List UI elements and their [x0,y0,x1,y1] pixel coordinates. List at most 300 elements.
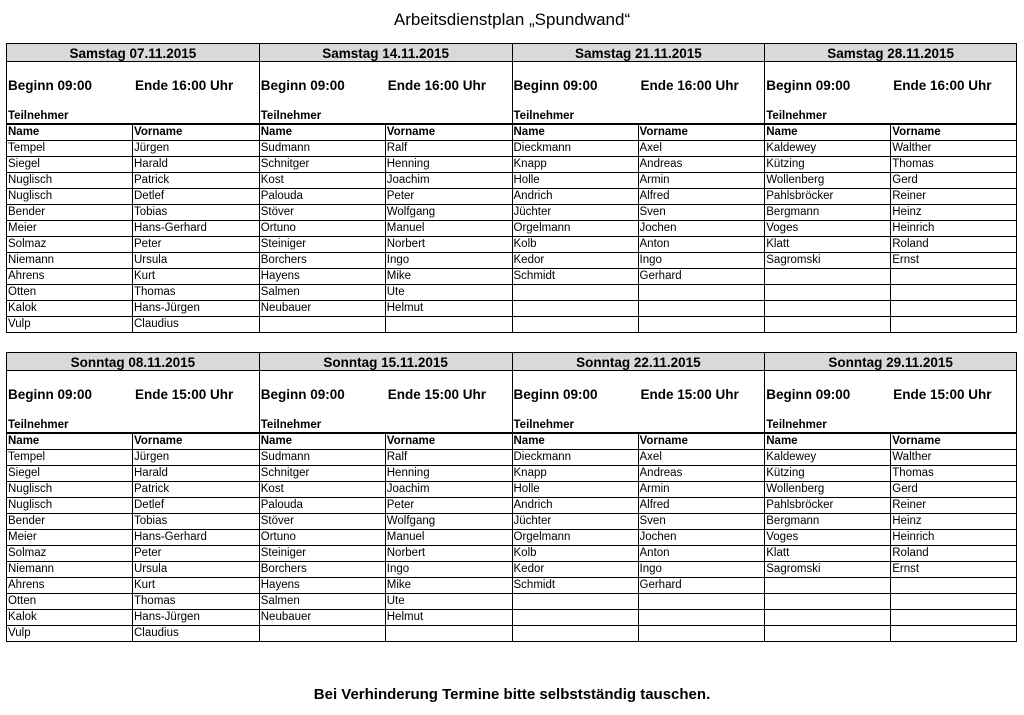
cell-firstname [639,301,765,316]
begin-time: Beginn 09:00 [260,78,345,93]
table-row [513,562,765,578]
cell-firstname: Hans-Gerhard [134,531,207,543]
cell-name [260,626,386,641]
table-row [765,578,1016,594]
cell-firstname: Claudius [134,318,179,330]
sunday-schedule [6,352,1017,642]
cell-firstname: Anton [639,238,670,250]
cell-name: Hayens [260,578,386,593]
table-row [260,189,512,205]
cell-name: Schnitger [260,157,386,172]
day-column [512,43,765,333]
table-row [765,594,1016,610]
header-name: Name [260,125,386,140]
cell-name: Salmen [260,285,386,300]
cell-name: Niemann [7,253,133,268]
table-header [513,434,765,450]
cell-name: Pahlsbröcker [765,498,891,513]
table-row [765,189,1016,205]
header-firstname: Vorname [134,126,183,138]
cell-name: Meier [7,530,133,545]
table-row [765,221,1016,237]
table-row [513,141,765,157]
table-row [513,285,765,301]
table-row [513,498,765,514]
cell-name: Meier [7,221,133,236]
table-header [513,125,765,141]
cell-name: Nuglisch [7,498,133,513]
cell-name: Neubauer [260,610,386,625]
cell-name: Siegel [7,157,133,172]
table-row [7,482,259,498]
time-row [765,62,1016,109]
cell-firstname: Ursula [134,254,168,266]
table-row [765,562,1016,578]
cell-name: Sagromski [765,253,891,268]
participants-label: Teilnehmer [513,109,765,125]
cell-firstname: Roland [892,547,929,559]
table-row [7,269,259,285]
cell-name: Kolb [513,237,639,252]
cell-name: Orgelmann [513,530,639,545]
table-row [260,173,512,189]
cell-name: Nuglisch [7,189,133,204]
header-name: Name [7,434,133,449]
cell-firstname: Ernst [892,563,920,575]
header-firstname: Vorname [134,435,183,447]
end-time: Ende 16:00 Uhr [893,78,992,93]
cell-firstname: Gerhard [639,579,682,591]
cell-name: Kalok [7,610,133,625]
cell-name: Knapp [513,157,639,172]
cell-name: Sagromski [765,562,891,577]
table-row [7,466,259,482]
table-row [765,546,1016,562]
cell-name [513,301,639,316]
participants-label: Teilnehmer [7,418,259,434]
table-header [7,434,259,450]
cell-name: Steiniger [260,546,386,561]
table-row [765,141,1016,157]
table-row [765,626,1016,642]
saturday-schedule [6,43,1017,333]
table-row [7,450,259,466]
time-row [513,62,765,109]
table-row [260,626,512,642]
begin-time: Beginn 09:00 [766,387,851,402]
table-row [7,594,259,610]
cell-firstname: Gerd [892,174,918,186]
cell-firstname: Patrick [134,174,170,186]
cell-firstname [386,626,512,641]
table-row [513,594,765,610]
cell-firstname: Kurt [134,579,156,591]
cell-name: Bergmann [765,205,891,220]
day-date: Sonntag 29.11.2015 [765,352,1016,371]
cell-name: Kedor [513,562,639,577]
cell-name: Kedor [513,253,639,268]
table-row [7,301,259,317]
cell-firstname: Roland [892,238,929,250]
table-row [7,205,259,221]
cell-firstname: Armin [639,174,670,186]
table-row [7,157,259,173]
cell-name: Kolb [513,546,639,561]
cell-name: Vulp [7,626,133,641]
cell-firstname: Manuel [386,222,425,234]
header-name: Name [513,125,639,140]
cell-name: Bender [7,205,133,220]
end-time: Ende 15:00 Uhr [135,387,234,402]
cell-firstname: Reiner [892,190,927,202]
cell-firstname [639,285,765,300]
cell-name: Ortuno [260,530,386,545]
cell-name [513,610,639,625]
cell-firstname: Helmut [386,302,424,314]
cell-firstname: Ingo [639,254,662,266]
time-row [513,371,765,418]
cell-firstname: Ursula [134,563,168,575]
cell-name [765,285,891,300]
cell-firstname: Andreas [639,158,683,170]
table-row [260,157,512,173]
cell-name: Steiniger [260,237,386,252]
cell-firstname [639,626,765,641]
cell-name: Dieckmann [513,141,639,156]
table-header [765,434,1016,450]
table-row [513,205,765,221]
table-row [260,514,512,530]
table-row [260,205,512,221]
table-row [513,173,765,189]
cell-firstname: Wolfgang [386,515,436,527]
cell-firstname: Andreas [639,467,683,479]
cell-firstname: Reiner [892,499,927,511]
table-row [7,253,259,269]
cell-firstname: Axel [639,451,662,463]
cell-firstname [891,269,1016,284]
table-row [7,498,259,514]
table-row [765,269,1016,285]
cell-name [765,301,891,316]
table-row [513,221,765,237]
day-date: Samstag 14.11.2015 [260,43,512,62]
time-row [765,371,1016,418]
cell-firstname: Peter [386,190,415,202]
table-row [765,317,1016,333]
cell-firstname: Harald [134,158,168,170]
header-name: Name [7,125,133,140]
day-date: Samstag 07.11.2015 [7,43,259,62]
cell-firstname: Ute [386,286,405,298]
table-row [7,546,259,562]
cell-firstname: Tobias [134,206,168,218]
day-column [764,43,1017,333]
cell-firstname: Patrick [134,483,170,495]
cell-firstname [891,301,1016,316]
begin-time: Beginn 09:00 [8,387,93,402]
cell-name: Wollenberg [765,173,891,188]
table-row [260,562,512,578]
cell-name: Stöver [260,205,386,220]
cell-firstname: Ingo [386,254,410,266]
cell-name: Kaldewey [765,450,891,465]
cell-name: Holle [513,482,639,497]
cell-firstname [639,317,765,332]
cell-firstname: Gerhard [639,270,682,282]
cell-name: Neubauer [260,301,386,316]
header-name: Name [765,434,891,449]
participants-label: Teilnehmer [765,109,1016,125]
table-row [765,237,1016,253]
cell-name: Kaldewey [765,141,891,156]
cell-name: Ahrens [7,269,133,284]
table-row [7,221,259,237]
table-row [513,269,765,285]
header-firstname: Vorname [892,435,941,447]
cell-firstname: Alfred [639,499,670,511]
cell-firstname: Hans-Gerhard [134,222,207,234]
page-title: Arbeitsdienstplan „Spundwand“ [393,10,631,29]
day-date: Sonntag 22.11.2015 [513,352,765,371]
table-row [765,466,1016,482]
cell-name [513,626,639,641]
cell-firstname [891,578,1016,593]
cell-name: Ahrens [7,578,133,593]
table-row [513,237,765,253]
participants-label: Teilnehmer [513,418,765,434]
table-row [7,578,259,594]
cell-firstname: Gerd [892,483,918,495]
day-date: Samstag 28.11.2015 [765,43,1016,62]
cell-name: Tempel [7,141,133,156]
cell-firstname: Armin [639,483,670,495]
cell-name: Solmaz [7,237,133,252]
time-row [260,62,512,109]
header-name: Name [765,125,891,140]
cell-name: Borchers [260,562,386,577]
participants-label: Teilnehmer [7,109,259,125]
cell-name: Kützing [765,466,891,481]
cell-firstname: Claudius [134,627,179,639]
cell-firstname: Alfred [639,190,670,202]
cell-name: Tempel [7,450,133,465]
table-row [765,253,1016,269]
cell-firstname: Jürgen [134,451,170,463]
table-row [765,498,1016,514]
table-row [765,482,1016,498]
table-row [513,253,765,269]
table-row [513,546,765,562]
cell-name: Borchers [260,253,386,268]
cell-name: Kalok [7,301,133,316]
table-row [513,482,765,498]
begin-time: Beginn 09:00 [8,78,93,93]
table-row [765,514,1016,530]
table-row [260,610,512,626]
cell-firstname: Mike [386,579,412,591]
sunday-columns [6,352,1017,642]
cell-firstname: Jochen [639,531,677,543]
table-row [260,450,512,466]
end-time: Ende 16:00 Uhr [387,78,487,93]
header-firstname: Vorname [892,126,941,138]
cell-firstname: Thomas [892,467,934,479]
cell-name: Sudmann [260,141,386,156]
cell-name: Otten [7,594,133,609]
cell-firstname: Peter [134,547,162,559]
cell-name [513,317,639,332]
table-row [260,237,512,253]
table-row [260,285,512,301]
day-date: Sonntag 08.11.2015 [7,352,259,371]
cell-name: Voges [765,530,891,545]
table-header [260,125,512,141]
table-row [513,317,765,333]
day-column [6,43,259,333]
cell-name: Solmaz [7,546,133,561]
cell-firstname: Sven [639,515,666,527]
table-row [7,141,259,157]
table-row [513,466,765,482]
cell-name: Schnitger [260,466,386,481]
cell-firstname: Wolfgang [386,206,436,218]
cell-firstname [891,594,1016,609]
cell-firstname: Ralf [386,142,408,154]
cell-name: Bender [7,514,133,529]
cell-name: Voges [765,221,891,236]
table-row [513,450,765,466]
cell-firstname: Heinrich [892,222,935,234]
cell-name: Palouda [260,498,386,513]
cell-firstname: Henning [386,467,430,479]
cell-firstname: Sven [639,206,666,218]
cell-name: Palouda [260,189,386,204]
table-row [7,285,259,301]
cell-name [513,285,639,300]
table-row [260,141,512,157]
table-row [260,221,512,237]
table-header [7,125,259,141]
cell-name: Kützing [765,157,891,172]
table-row [260,498,512,514]
table-row [765,157,1016,173]
cell-firstname: Mike [386,270,412,282]
cell-firstname: Heinz [892,206,922,218]
day-column [6,352,259,642]
cell-name: Niemann [7,562,133,577]
cell-name: Knapp [513,466,639,481]
end-time: Ende 16:00 Uhr [135,78,234,93]
cell-firstname: Helmut [386,611,424,623]
cell-firstname: Jürgen [134,142,170,154]
day-date: Sonntag 15.11.2015 [260,352,512,371]
begin-time: Beginn 09:00 [260,387,345,402]
cell-name: Kost [260,482,386,497]
table-row [513,157,765,173]
cell-firstname: Jochen [639,222,677,234]
table-row [260,546,512,562]
table-row [765,530,1016,546]
table-row [260,482,512,498]
participants-label: Teilnehmer [765,418,1016,434]
header-firstname: Vorname [386,126,436,138]
table-row [7,189,259,205]
cell-firstname [891,285,1016,300]
header-firstname: Vorname [639,126,688,138]
header-name: Name [513,434,639,449]
cell-firstname: Ernst [892,254,920,266]
cell-name [765,594,891,609]
cell-firstname: Heinrich [892,531,935,543]
cell-name: Nuglisch [7,482,133,497]
cell-name: Wollenberg [765,482,891,497]
cell-firstname: Thomas [134,595,176,607]
cell-firstname: Thomas [892,158,934,170]
end-time: Ende 15:00 Uhr [387,387,487,402]
cell-name [765,317,891,332]
cell-firstname: Norbert [386,238,426,250]
cell-name [765,269,891,284]
table-row [765,285,1016,301]
cell-name: Andrich [513,498,639,513]
table-row [765,301,1016,317]
table-row [260,578,512,594]
table-row [513,301,765,317]
header-firstname: Vorname [639,435,688,447]
cell-firstname: Joachim [386,174,430,186]
cell-name [765,578,891,593]
cell-firstname: Henning [386,158,430,170]
table-row [765,450,1016,466]
table-row [7,562,259,578]
footer-note: Bei Verhinderung Termine bitte selbstständig tauschen. [313,686,711,703]
cell-name [765,626,891,641]
header-firstname: Vorname [386,435,436,447]
cell-firstname: Peter [386,499,415,511]
table-row [7,530,259,546]
day-date: Samstag 21.11.2015 [513,43,765,62]
table-row [260,466,512,482]
table-row [7,173,259,189]
cell-firstname: Hans-Jürgen [134,302,200,314]
table-row [7,626,259,642]
cell-name: Otten [7,285,133,300]
table-row [765,610,1016,626]
cell-firstname: Thomas [134,286,176,298]
table-row [260,530,512,546]
day-column [512,352,765,642]
cell-name [513,594,639,609]
cell-name: Salmen [260,594,386,609]
cell-firstname: Hans-Jürgen [134,611,200,623]
cell-name [260,317,386,332]
cell-name: Holle [513,173,639,188]
cell-firstname: Kurt [134,270,156,282]
table-row [7,237,259,253]
cell-firstname: Detlef [134,190,165,202]
cell-name [765,610,891,625]
table-row [513,530,765,546]
cell-name: Siegel [7,466,133,481]
cell-firstname [891,626,1016,641]
table-row [7,317,259,333]
cell-name: Pahlsbröcker [765,189,891,204]
cell-name: Schmidt [513,269,639,284]
cell-firstname: Axel [639,142,662,154]
cell-firstname: Peter [134,238,162,250]
day-column [259,43,512,333]
